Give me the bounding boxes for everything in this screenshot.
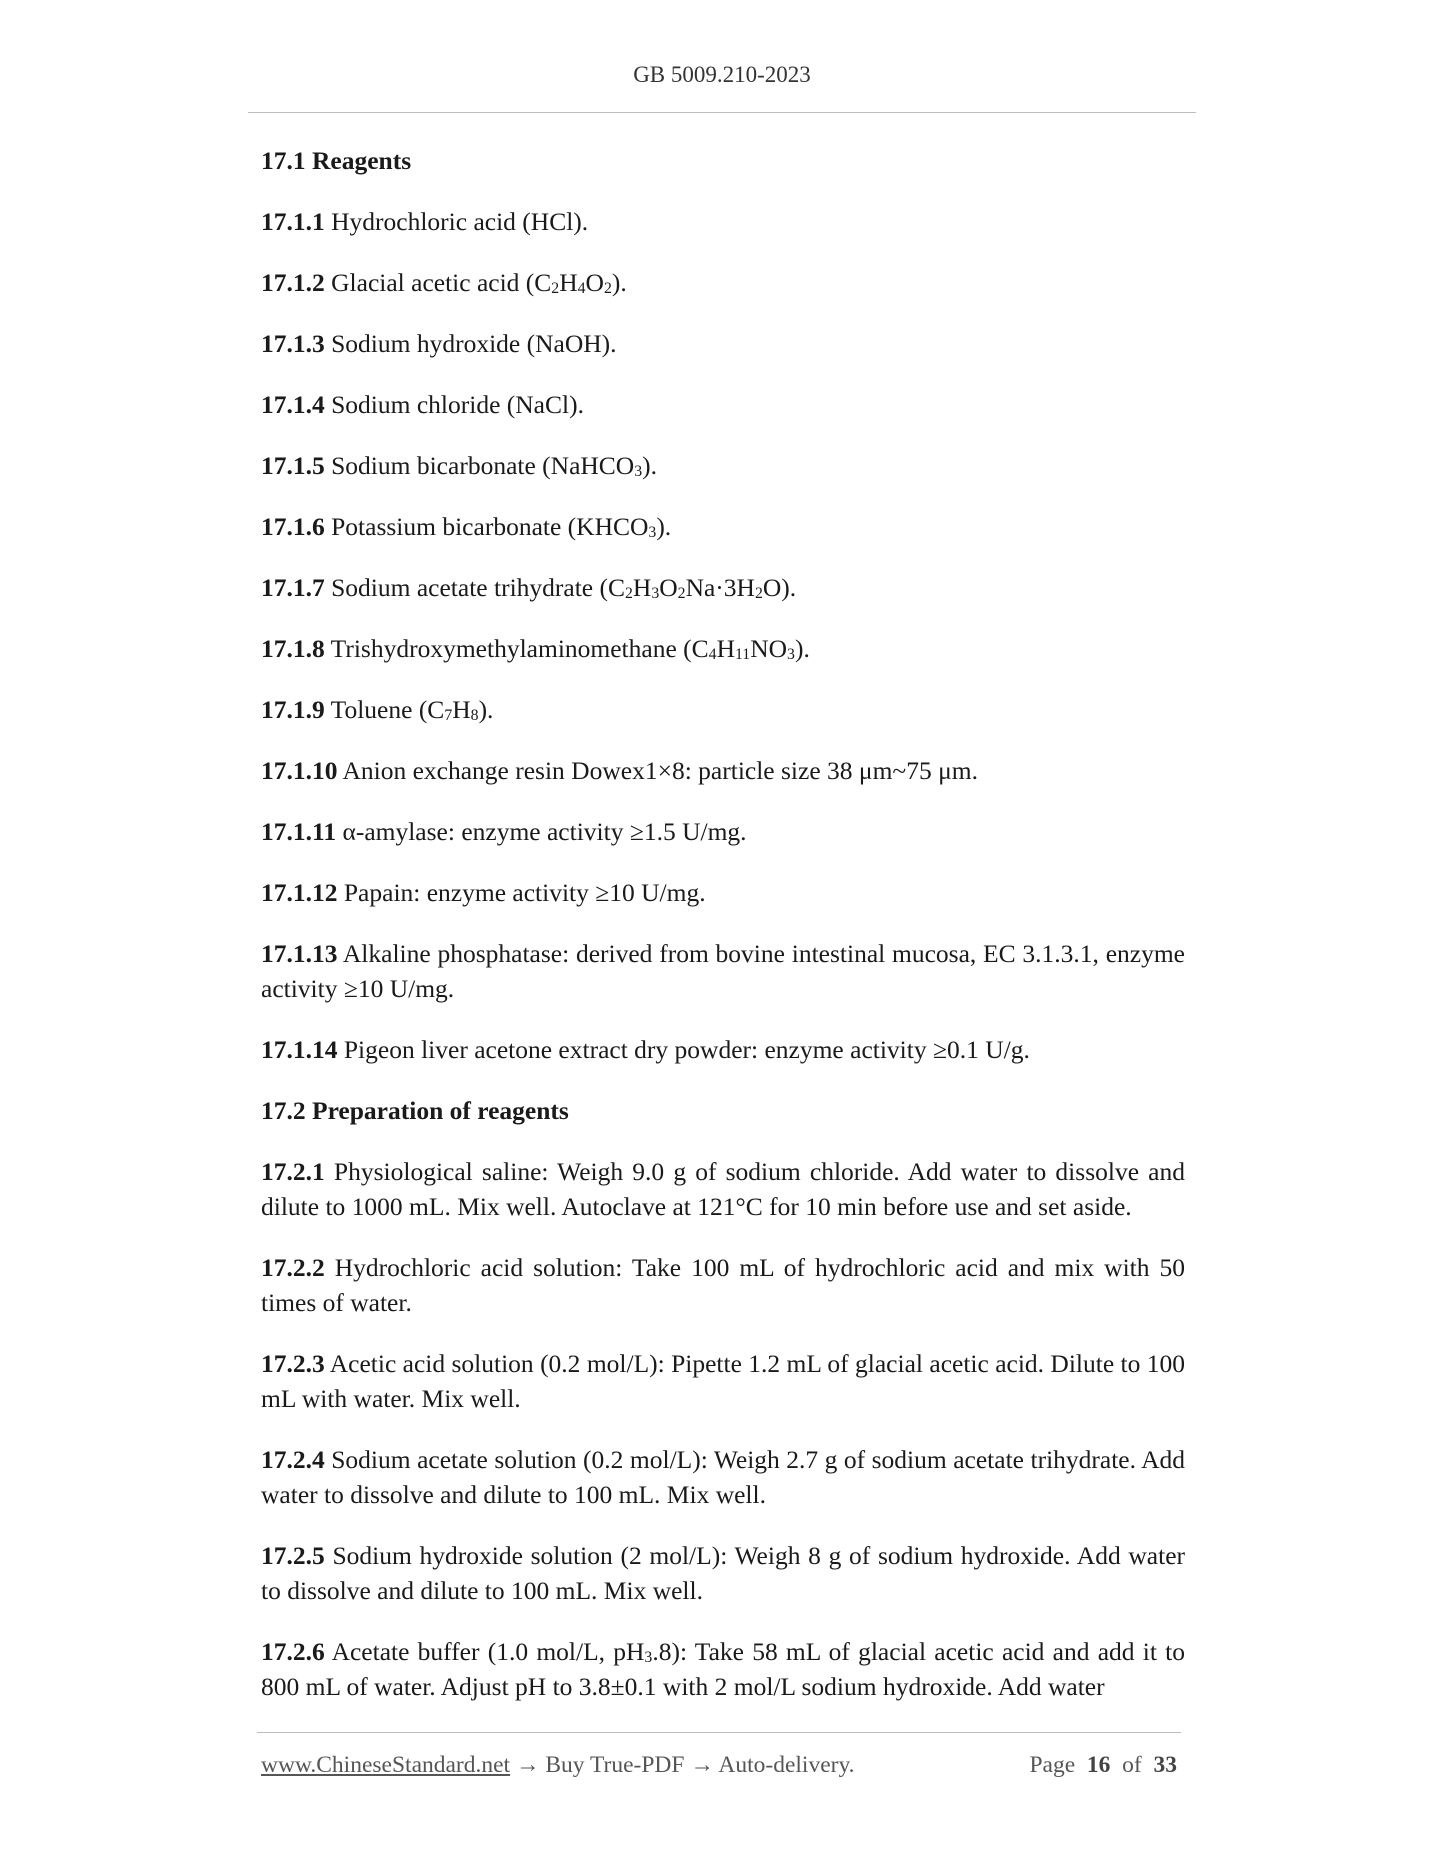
document-body: [261, 143, 1185, 1730]
clause-number: 17.1.2: [261, 268, 325, 297]
clause-number: 17.1.4: [261, 390, 325, 419]
footer-divider: [257, 1732, 1181, 1733]
reagent-item-17-1-13: [261, 936, 1185, 1006]
clause-number: 17.1.7: [261, 573, 325, 602]
clause-text: Sodium hydroxide solution (2 mol/L): Weigh 8 g of sodium hydroxide. Add water to dissolve and dilute to 100 mL. Mix well.: [261, 1541, 1186, 1605]
page-label: Page: [1029, 1752, 1076, 1778]
clause-number: 17.1.3: [261, 329, 325, 358]
page-of-label: of: [1122, 1752, 1142, 1778]
clause-text: Sodium bicarbonate (NaHCO$_3$).: [331, 451, 658, 480]
preparation-item-17-2-4: [261, 1442, 1185, 1512]
clause-number: 17.1.10: [261, 756, 338, 785]
clause-text: Hydrochloric acid solution: Take 100 mL of hydrochloric acid and mix with 50 times of water.: [261, 1253, 1185, 1317]
preparation-item-17-2-1: [261, 1154, 1185, 1224]
clause-text: Sodium acetate trihydrate $(C_2H_3O_2Na\cdot 3H_2O)$.: [331, 573, 797, 602]
clause-text: Trishydroxymethylaminomethane $(C_4H_{11}NO_3)$.: [330, 634, 810, 663]
reagent-item-17-1-2: [261, 265, 1185, 300]
clause-number: 17.1.5: [261, 451, 325, 480]
clause-number: 17.1.14: [261, 1035, 338, 1064]
clause-text: Pigeon liver acetone extract dry powder: enzyme activity ≥0.1 U/g.: [343, 1035, 1030, 1064]
clause-number: 17.1.1: [261, 207, 325, 236]
clause-number: 17.2.5: [261, 1541, 325, 1570]
clause-text: Alkaline phosphatase: derived from bovine intestinal mucosa, EC 3.1.3.1, enzyme activity ≥10 U/mg.: [261, 939, 1185, 1003]
clause-text: Sodium chloride (NaCl).: [331, 390, 584, 419]
clause-text: Papain: enzyme activity ≥10 U/mg.: [343, 878, 706, 907]
preparation-item-17-2-5: [261, 1538, 1185, 1608]
reagent-item-17-1-11: [261, 814, 1185, 849]
clause-number: 17.2.1: [261, 1157, 325, 1186]
reagent-item-17-1-1: [261, 204, 1185, 239]
clause-number: 17.2.4: [261, 1445, 325, 1474]
clause-number: 17.1.13: [261, 939, 338, 968]
reagent-item-17-1-5: [261, 448, 1185, 483]
clause-number: 17.2.6: [261, 1637, 325, 1666]
clause-number: 17.1.6: [261, 512, 325, 541]
clause-text: Potassium bicarbonate $(KHCO_3)$.: [331, 512, 672, 541]
page-total: 33: [1153, 1752, 1177, 1778]
preparation-item-17-2-6: [261, 1634, 1185, 1704]
clause-number: 17.2.3: [261, 1349, 325, 1378]
reagent-item-17-1-6: [261, 509, 1185, 544]
reagent-item-17-1-12: [261, 875, 1185, 910]
preparation-list: [261, 1154, 1185, 1704]
reagent-item-17-1-4: [261, 387, 1185, 422]
clause-number: 17.1.9: [261, 695, 325, 724]
reagent-list: [261, 204, 1185, 1067]
reagent-item-17-1-3: [261, 326, 1185, 361]
clause-text: Acetate buffer (1.0 mol/L, $pH_3.8$): Take 58 mL of glacial acetic acid and add it to 800 mL of water. Adjust pH to 3.8±0.1 with 2 mol/L sodium hydroxide. Add water: [261, 1637, 1185, 1701]
preparation-item-17-2-3: [261, 1346, 1185, 1416]
page-current: 16: [1086, 1752, 1111, 1778]
reagent-item-17-1-9: [261, 692, 1185, 727]
page-indicator: [1029, 1752, 1177, 1779]
clause-number: 17.2.2: [261, 1253, 325, 1282]
clause-text: Physiological saline: Weigh 9.0 g of sodium chloride. Add water to dissolve and dilute to 1000 mL. Mix well. Autoclave at 121°C for 10 min before use and set aside.: [261, 1157, 1186, 1221]
clause-text: Sodium hydroxide (NaOH).: [331, 329, 617, 358]
clause-text: Sodium acetate solution (0.2 mol/L): Weigh 2.7 g of sodium acetate trihydrate. Add water to dissolve and dilute to 100 mL. Mix well.: [261, 1445, 1185, 1509]
reagent-item-17-1-14: [261, 1032, 1185, 1067]
clause-text: Glacial acetic acid $(C_2H_4O_2)$.: [331, 268, 627, 297]
clause-text: Hydrochloric acid (HCl).: [331, 207, 589, 236]
footer-tagline: → Buy True-PDF → Auto-delivery.: [510, 1752, 855, 1778]
preparation-item-17-2-2: [261, 1250, 1185, 1320]
reagent-item-17-1-10: [261, 753, 1185, 788]
reagent-item-17-1-8: [261, 631, 1185, 666]
section-heading-reagents: 17.1 Reagents: [261, 146, 412, 175]
clause-number: 17.1.12: [261, 878, 338, 907]
clause-text: Toluene $(C_7H_8)$.: [330, 695, 494, 724]
website-link[interactable]: www.ChineseStandard.net: [261, 1752, 511, 1778]
clause-text: Anion exchange resin Dowex1×8: particle size 38 μm~75 μm.: [342, 756, 978, 785]
reagent-item-17-1-7: [261, 570, 1185, 605]
clause-number: 17.1.8: [261, 634, 325, 663]
clause-text: α-amylase: enzyme activity ≥1.5 U/mg.: [342, 817, 747, 846]
clause-text: Acetic acid solution (0.2 mol/L): Pipette 1.2 mL of glacial acetic acid. Dilute to 100 mL with water. Mix well.: [261, 1349, 1186, 1413]
running-header: GB 5009.210-2023: [248, 62, 1196, 113]
clause-number: 17.1.11: [261, 817, 337, 846]
section-heading-preparation: 17.2 Preparation of reagents: [261, 1096, 569, 1125]
